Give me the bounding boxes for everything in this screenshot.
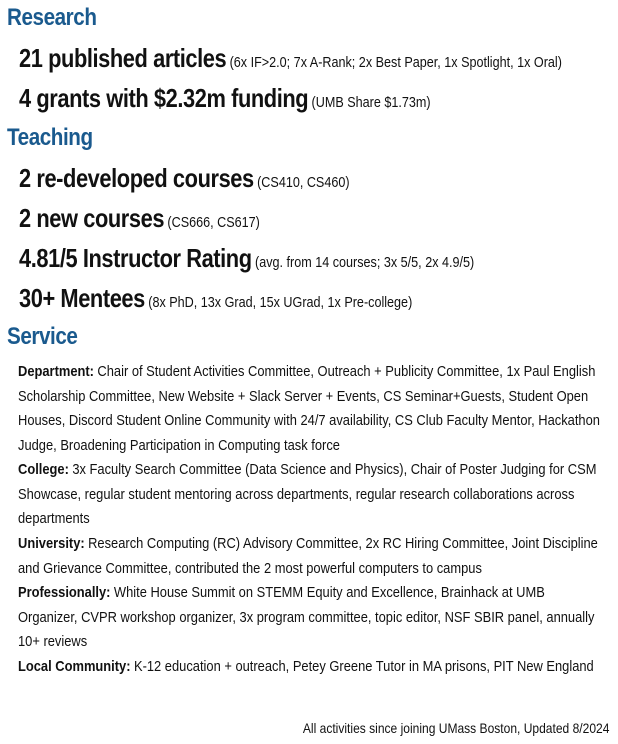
stat-detail: (6x IF>2.0; 7x A-Rank; 2x Best Paper, 1x Spotlight, 1x Oral) [229,54,562,71]
service-label: Department: [18,363,94,380]
stat-detail: (CS666, CS617) [167,214,260,231]
service-college [18,458,603,532]
service-label: Local Community: [18,658,131,675]
research-stat-grants [19,83,431,114]
teaching-stat-rating [19,243,474,274]
teaching-stat-mentees [19,283,412,314]
stat-detail: (UMB Share $1.73m) [311,94,431,111]
footer-note: All activities since joining UMass Boston, Updated 8/2024 [302,720,609,736]
stat-main: 2 re-developed courses [19,163,254,193]
service-department [18,360,603,458]
stat-main: 30+ Mentees [19,283,145,313]
stat-detail: (8x PhD, 13x Grad, 15x UGrad, 1x Pre-college) [148,294,413,311]
service-text: K-12 education + outreach, Petey Greene Tutor in MA prisons, PIT New England [133,658,594,675]
stat-main: 4 grants with $2.32m funding [19,83,309,113]
service-text: Chair of Student Activities Committee, Outreach + Publicity Committee, 1x Paul English Scholarship Committee, New Website + Slack Server + Events, CS Seminar+Guests, Student Open Houses, Discord Student Online Community with 24/7 availability, CS Club Faculty Mentor, Hackathon Judge, Broadening Participation in Computing task force [18,363,600,454]
service-text: 3x Faculty Search Committee (Data Science and Physics), Chair of Poster Judging for CSM Showcase, regular student mentoring across departments, regular research collaborations across departments [18,461,597,527]
service-label: Professionally: [18,584,111,601]
research-stat-articles [19,43,562,74]
teaching-stat-redeveloped [19,163,350,194]
teaching-stat-new-courses [19,203,260,234]
service-text: Research Computing (RC) Advisory Committee, 2x RC Hiring Committee, Joint Discipline and Grievance Committee, contributed the 2 most powerful computers to campus [18,535,598,577]
stat-detail: (avg. from 14 courses; 3x 5/5, 2x 4.9/5) [255,254,475,271]
service-local-community [18,655,603,680]
stat-detail: (CS410, CS460) [257,174,350,191]
stat-main: 4.81/5 Instructor Rating [19,243,252,273]
research-heading: Research [7,4,97,31]
service-heading: Service [7,323,78,350]
teaching-heading: Teaching [7,124,93,151]
service-label: College: [18,461,69,478]
service-text: White House Summit on STEMM Equity and Excellence, Brainhack at UMB Organizer, CVPR workshop organizer, 3x program committee, topic editor, NSF SBIR panel, annually 10+ reviews [18,584,595,650]
stat-main: 21 published articles [19,43,227,73]
service-label: University: [18,535,85,552]
service-professionally [18,581,603,655]
stat-main: 2 new courses [19,203,165,233]
service-university [18,532,603,581]
